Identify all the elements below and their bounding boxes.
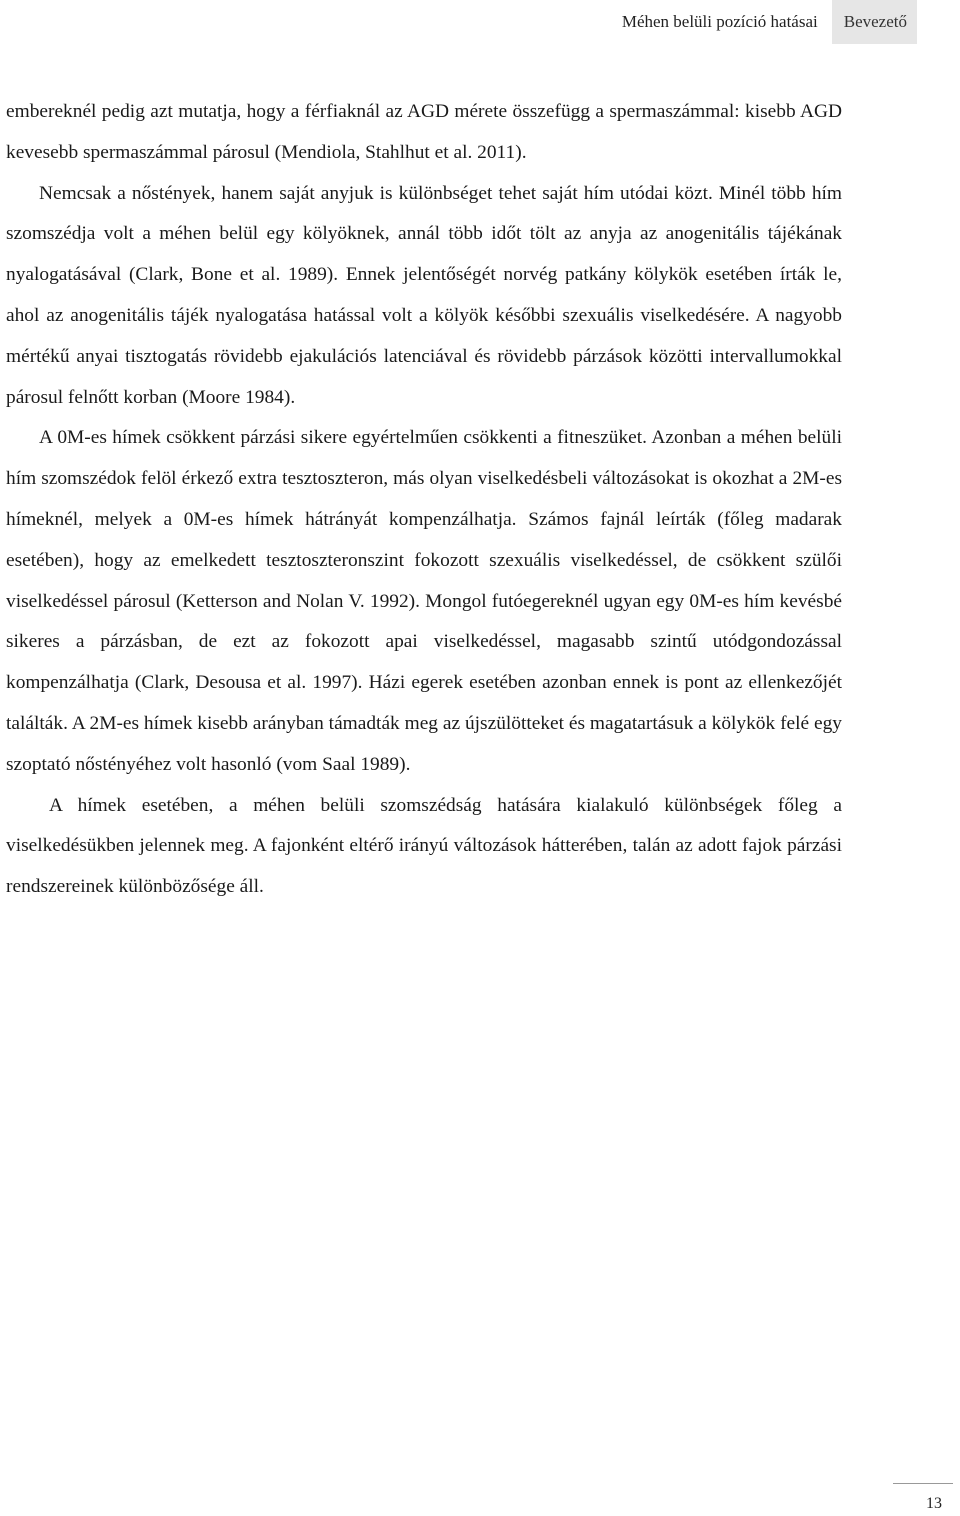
paragraph: A 0M-es hímek csökkent párzási sikere egyértelműen csökkenti a fitneszüket. Azonban a méhen belüli hím szomszédok felöl érkező extra tesztoszteron, más olyan viselkedésbeli változásokat is okozhat a 2M-es hímeknél, melyek a 0M-es hímek hátrányát kompenzálhatja. Számos fajnál leírták (főleg madarak esetében), hogy az emelkedett tesztoszteronszint fokozott szexuális viselkedéssel, de csökkent szülői viselkedéssel párosul (Ketterson and Nolan V. 1992). Mongol futóegereknél ugyan egy 0M-es hím kevésbé sikeres a párzásban, de ezt az fokozott apai viselkedéssel, magasabb szintű utódgondozással kompenzálhatja (Clark, Desousa et al. 1997). Házi egerek esetében azonban ennek is pont az ellenkezőjét találták. A 2M-es hímek kisebb arányban támadták meg az újszülötteket és magatartásuk a kölykök felé egy szoptató nőstényéhez volt hasonló (vom Saal 1989).: [6, 427, 842, 775]
page-number: 13: [926, 1495, 942, 1512]
body-text: [6, 92, 842, 908]
running-header: [608, 0, 917, 44]
paragraph: A hímek esetében, a méhen belüli szomszédság hatására kialakuló különbségek főleg a viselkedésükben jelennek meg. A fajonként eltérő irányú változások hátterében, talán az adott fajok párzási rendszereinek különbözősége áll.: [6, 794, 842, 898]
footer-divider: [893, 1483, 953, 1484]
paragraph: embereknél pedig azt mutatja, hogy a férfiaknál az AGD mérete összefügg a spermaszámmal: kisebb AGD kevesebb spermaszámmal párosul (Mendiola, Stahlhut et al. 2011).: [6, 101, 842, 163]
paragraph: Nemcsak a nőstények, hanem saját anyjuk is különbséget tehet saját hím utódai közt. Minél több hím szomszédja volt a méhen belül egy kölyöknek, annál több időt tölt az anyja az anogenitális tájékának nyalogatásával (Clark, Bone et al. 1989). Ennek jelentőségét norvég patkány kölykök esetében írták le, ahol az anogenitális tájék nyalogatása hatással volt a kölyök későbbi szexuális viselkedésére. A nagyobb mértékű anyai tisztogatás rövidebb ejakulációs latenciával és rövidebb párzások közötti intervallumokkal párosul felnőtt korban (Moore 1984).: [6, 182, 842, 408]
header-chapter-title: Bevezető: [832, 0, 917, 44]
header-section-title: Méhen belüli pozíció hatásai: [621, 12, 818, 31]
